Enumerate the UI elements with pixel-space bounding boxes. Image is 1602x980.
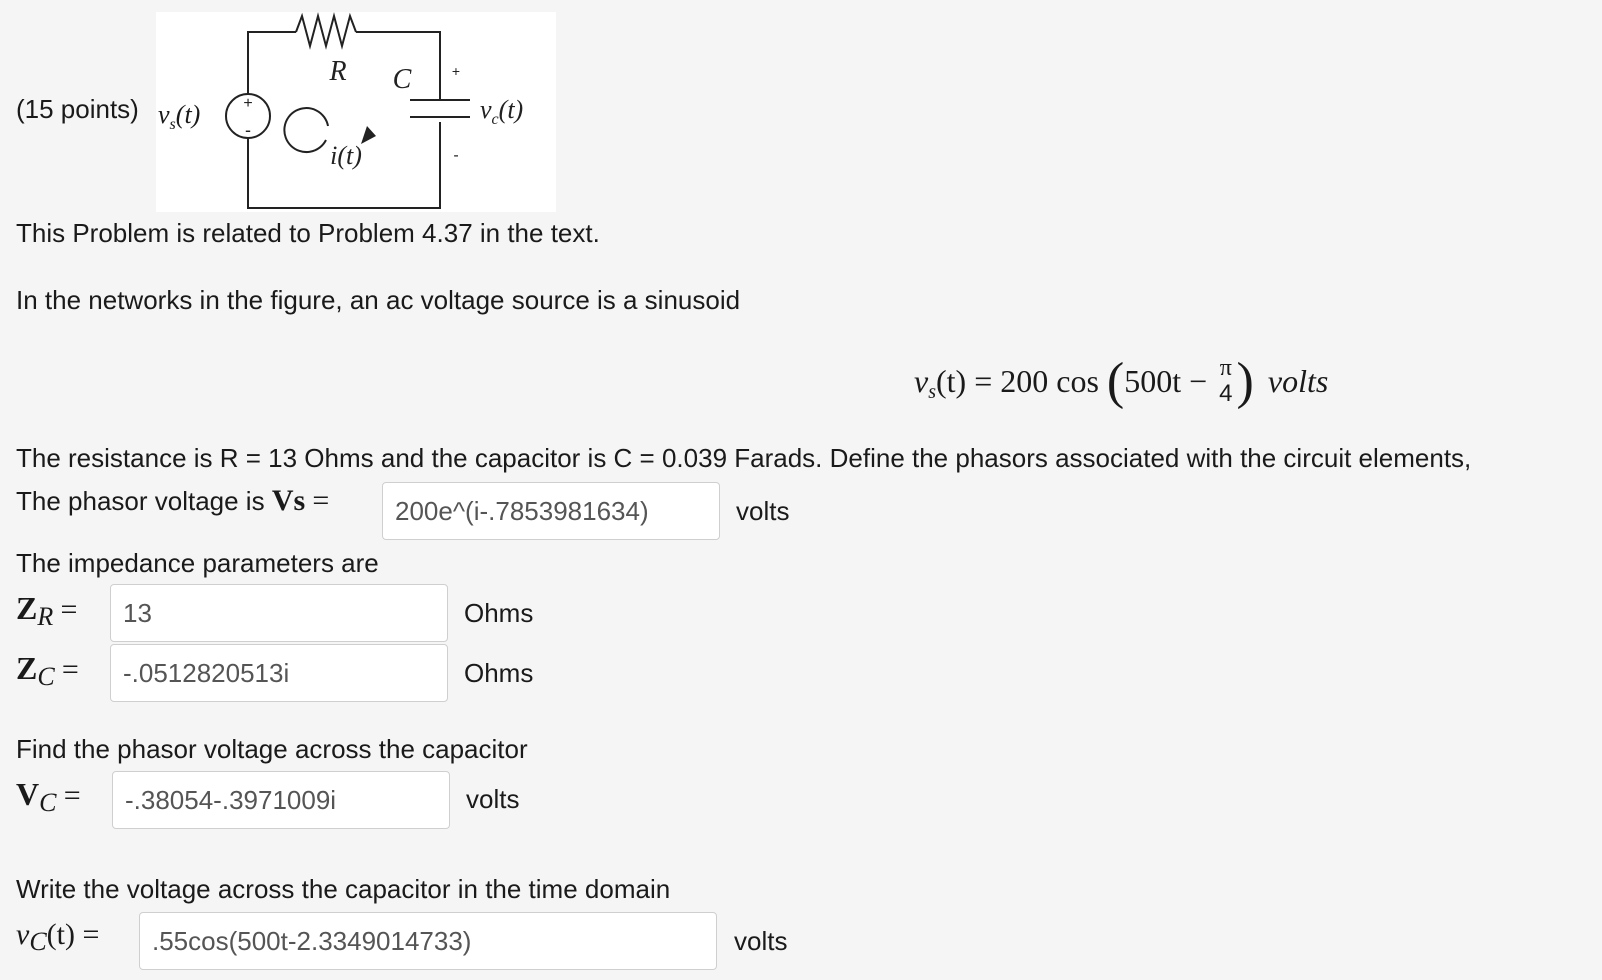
intro-text: This Problem is related to Problem 4.37 in the text.	[16, 218, 600, 248]
current-arrowhead-icon	[361, 126, 376, 144]
zr-unit: Ohms	[464, 598, 534, 628]
phasor-vs-unit: volts	[736, 496, 790, 526]
zr-input[interactable]	[110, 584, 448, 642]
current-arrow-icon	[284, 108, 328, 152]
circuit-svg	[156, 12, 556, 212]
phasor-vs-input[interactable]	[382, 482, 720, 540]
impedance-heading: The impedance parameters are	[16, 548, 379, 578]
source-minus-sign: -	[245, 120, 251, 140]
points-label: (15 points)	[16, 94, 139, 124]
source-description: In the networks in the figure, an ac voltage source is a sinusoid	[16, 285, 741, 315]
zc-unit: Ohms	[464, 658, 534, 688]
capacitor-plus-sign: +	[451, 63, 461, 79]
source-label: $v_s(t)$	[158, 100, 201, 133]
vc-heading: Find the phasor voltage across the capacitor	[16, 734, 528, 764]
time-domain-heading: Write the voltage across the capacitor in the time domain	[16, 874, 671, 904]
vc-phasor-label: VC =	[16, 776, 81, 817]
resistor-label: R	[329, 56, 347, 87]
capacitor-label: C	[392, 64, 412, 95]
circuit-diagram	[156, 12, 556, 212]
capacitor-minus-sign: -	[453, 147, 459, 164]
zc-input[interactable]	[110, 644, 448, 702]
zr-label: ZR =	[16, 590, 78, 631]
vc-label: $v_c(t)$	[480, 95, 524, 128]
resistor-symbol	[296, 16, 356, 46]
vc-phasor-input[interactable]	[112, 771, 450, 829]
vct-input[interactable]	[139, 912, 717, 970]
params-text: The resistance is R = 13 Ohms and the capacitor is C = 0.039 Farads. Define the phasors associated with the circuit elements,	[16, 443, 1472, 473]
source-equation: vs(t) = 200 cos (500t − π 4 ) volts	[914, 353, 1329, 410]
vct-unit: volts	[734, 926, 788, 956]
current-label: i(t)	[330, 141, 362, 170]
source-plus-sign: +	[243, 95, 253, 112]
zc-label: ZC =	[16, 650, 79, 691]
vc-phasor-unit: volts	[466, 784, 520, 814]
vct-label: vC(t) =	[16, 918, 100, 956]
phasor-vs-label: The phasor voltage is Vs =	[16, 484, 330, 517]
